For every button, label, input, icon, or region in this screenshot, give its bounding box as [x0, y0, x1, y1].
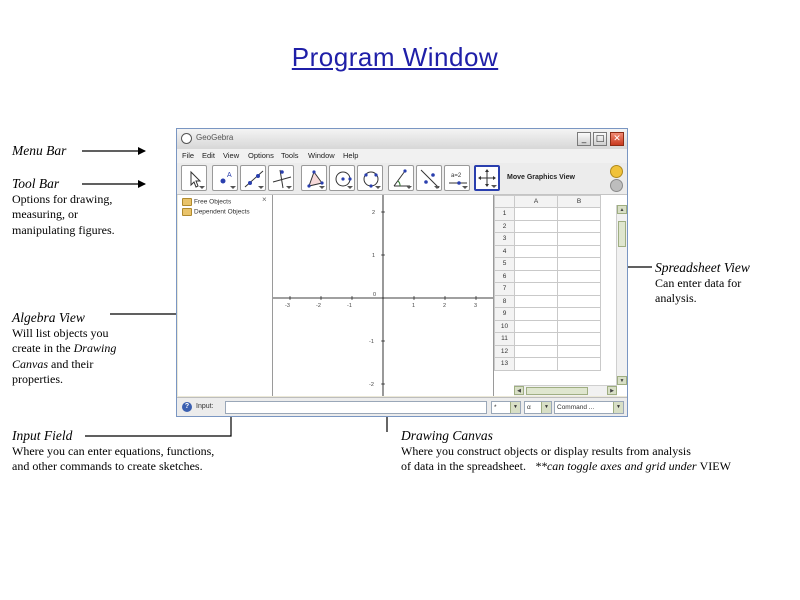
row-header[interactable]: 2 [495, 220, 515, 233]
algebra-view [178, 195, 273, 396]
algebra-item-label: Dependent Objects [194, 208, 250, 216]
angle-tool-button[interactable] [388, 165, 414, 191]
column-header[interactable]: A [515, 196, 558, 208]
cell[interactable] [515, 220, 558, 233]
close-algebra-view-icon[interactable]: × [262, 195, 267, 204]
row-header[interactable]: 9 [495, 308, 515, 321]
circle-tool-button[interactable] [329, 165, 355, 191]
menu-view[interactable]: View [223, 151, 240, 160]
x-tick-label: -1 [347, 303, 352, 309]
cell[interactable] [515, 333, 558, 346]
y-tick-label: -1 [369, 339, 374, 345]
geogebra-window [176, 128, 628, 417]
algebra-item-label: Free Objects [194, 198, 232, 206]
row-header[interactable]: 12 [495, 345, 515, 358]
slider-tool-button[interactable] [444, 165, 470, 191]
annotation-heading: Menu Bar [12, 143, 67, 158]
x-tick-label: 1 [412, 303, 416, 309]
annotation-line: measuring, or [12, 207, 78, 221]
cell[interactable] [515, 320, 558, 333]
annotation-line: properties. [12, 372, 63, 386]
cell[interactable] [558, 320, 601, 333]
row-header[interactable]: 13 [495, 358, 515, 371]
annotation-algebra-view [12, 310, 116, 388]
row-header[interactable]: 3 [495, 233, 515, 246]
vertical-scrollbar[interactable] [616, 205, 627, 385]
input-label: Input: [196, 403, 214, 410]
cell[interactable] [515, 345, 558, 358]
corner-cell [495, 196, 515, 208]
cell[interactable] [558, 308, 601, 321]
annotation-emphasis: **can toggle axes and grid under [534, 459, 700, 473]
row-header[interactable]: 8 [495, 295, 515, 308]
row-header[interactable]: 7 [495, 283, 515, 296]
menu-help[interactable]: Help [343, 151, 359, 160]
chevron-down-icon[interactable]: ▼ [510, 402, 520, 413]
annotation-spreadsheet-view [655, 260, 750, 307]
menu-tools[interactable]: Tools [281, 151, 299, 160]
y-tick-label: 1 [372, 253, 376, 259]
scroll-down-icon[interactable]: ▼ [617, 376, 627, 385]
cell[interactable] [558, 345, 601, 358]
annotation-line: manipulating figures. [12, 222, 115, 237]
combo-value: * [494, 404, 497, 411]
scroll-thumb[interactable] [618, 221, 626, 247]
symbol-combo[interactable] [491, 401, 521, 414]
annotation-tool-bar [12, 176, 115, 238]
greek-combo[interactable] [524, 401, 552, 414]
drawing-canvas[interactable] [273, 195, 494, 396]
column-header[interactable]: B [558, 196, 601, 208]
algebra-item-dependent-objects[interactable] [182, 208, 250, 216]
annotation-text: VIEW [699, 459, 731, 473]
close-button[interactable]: ✕ [610, 132, 624, 146]
annotation-text: create in the [12, 341, 74, 355]
cell[interactable] [558, 220, 601, 233]
cell[interactable] [558, 333, 601, 346]
cell[interactable] [515, 245, 558, 258]
annotation-input-field [12, 428, 214, 475]
cell[interactable] [558, 233, 601, 246]
page-title: Program Window [291, 42, 499, 72]
annotation-line: and other commands to create sketches. [12, 459, 203, 473]
polygon-tool-button[interactable] [301, 165, 327, 191]
chevron-down-icon[interactable]: ▼ [613, 402, 623, 413]
annotation-heading: Algebra View [12, 310, 85, 325]
perpendicular-tool-button[interactable] [268, 165, 294, 191]
annotation-line: Can enter data for [655, 275, 742, 290]
annotation-line: Options for drawing, [12, 191, 113, 206]
row-header[interactable]: 4 [495, 245, 515, 258]
annotation-heading: Spreadsheet View [655, 260, 750, 275]
active-tool-label: Move Graphics View [507, 174, 575, 181]
scroll-left-icon[interactable]: ◀ [514, 386, 524, 395]
annotation-heading: Tool Bar [12, 176, 60, 191]
cell[interactable] [558, 295, 601, 308]
folder-icon [182, 198, 192, 206]
x-tick-label: 0 [373, 292, 377, 298]
redo-icon[interactable] [610, 179, 623, 192]
command-combo[interactable] [554, 401, 624, 414]
move-tool-button[interactable] [181, 165, 207, 191]
reflect-tool-button[interactable] [416, 165, 442, 191]
cell[interactable] [558, 270, 601, 283]
scroll-right-icon[interactable]: ▶ [607, 386, 617, 395]
cell[interactable] [515, 270, 558, 283]
annotation-line [12, 357, 116, 373]
row-header[interactable]: 6 [495, 270, 515, 283]
x-tick-label: -2 [316, 303, 321, 309]
app-logo-icon [181, 133, 192, 144]
row-header[interactable]: 11 [495, 333, 515, 346]
annotation-emphasis: Canvas [12, 356, 48, 371]
annotation-heading: Drawing Canvas [401, 428, 493, 443]
annotation-line [12, 341, 116, 357]
annotation-line: Will list objects you [12, 325, 109, 340]
x-tick-label: -3 [285, 303, 290, 309]
annotation-heading: Input Field [12, 428, 73, 443]
annotation-line [401, 459, 731, 475]
cell[interactable] [515, 258, 558, 271]
axes [273, 195, 493, 396]
minimize-button[interactable]: _ [577, 132, 591, 146]
x-tick-label: 2 [443, 303, 447, 309]
menu-options[interactable]: Options [248, 151, 274, 160]
spreadsheet-grid [494, 195, 601, 371]
svg-text:a=2: a=2 [451, 173, 462, 179]
cell[interactable] [515, 233, 558, 246]
cell[interactable] [515, 358, 558, 371]
cell[interactable] [558, 283, 601, 296]
menu-window[interactable]: Window [308, 151, 335, 160]
scroll-thumb[interactable] [526, 387, 588, 395]
menu-file[interactable]: File [182, 151, 195, 160]
annotation-text: and their [48, 356, 94, 371]
input-field[interactable] [225, 401, 487, 414]
cell[interactable] [558, 245, 601, 258]
annotation-line: analysis. [655, 291, 697, 305]
help-icon[interactable]: ? [182, 402, 192, 412]
cell[interactable] [515, 208, 558, 221]
y-tick-label: 2 [372, 210, 376, 216]
row-header[interactable]: 10 [495, 320, 515, 333]
cell[interactable] [558, 358, 601, 371]
conic-tool-button[interactable] [357, 165, 383, 191]
annotation-line: Where you construct objects or display results from analysis [401, 443, 691, 458]
undo-icon[interactable] [610, 165, 623, 178]
cell[interactable] [558, 258, 601, 271]
annotation-emphasis: Drawing [73, 341, 117, 355]
row-header[interactable]: 5 [495, 258, 515, 271]
chevron-down-icon[interactable]: ▼ [541, 402, 551, 413]
spreadsheet-view [494, 195, 627, 396]
input-bar [177, 397, 627, 417]
annotation-drawing-canvas [401, 428, 731, 475]
row-header[interactable]: 1 [495, 208, 515, 221]
window-title: GeoGebra [196, 133, 234, 142]
window-titlebar[interactable] [177, 129, 627, 150]
move-graphics-view-tool-button[interactable] [474, 165, 500, 191]
annotation-text: of data in the spreadsheet. [401, 459, 535, 473]
menu-edit[interactable]: Edit [202, 151, 215, 160]
folder-icon [182, 208, 192, 216]
cell[interactable] [515, 308, 558, 321]
algebra-item-free-objects[interactable] [182, 198, 231, 206]
x-tick-label: 3 [474, 303, 478, 309]
annotation-menu-bar [12, 143, 66, 159]
cell[interactable] [515, 283, 558, 296]
y-tick-label: -2 [369, 382, 374, 388]
combo-value: α [527, 404, 531, 411]
line-tool-button[interactable] [240, 165, 266, 191]
annotation-line: Where you can enter equations, functions, [12, 443, 215, 458]
svg-text:A: A [227, 172, 232, 179]
menu-bar [177, 149, 627, 163]
scroll-up-icon[interactable]: ▲ [617, 205, 627, 214]
point-tool-button[interactable] [212, 165, 238, 191]
tool-bar [177, 163, 627, 195]
maximize-button[interactable]: □ [593, 132, 607, 146]
combo-value: Command ... [557, 404, 595, 411]
horizontal-scrollbar[interactable] [514, 385, 617, 396]
cell[interactable] [558, 208, 601, 221]
cell[interactable] [515, 295, 558, 308]
